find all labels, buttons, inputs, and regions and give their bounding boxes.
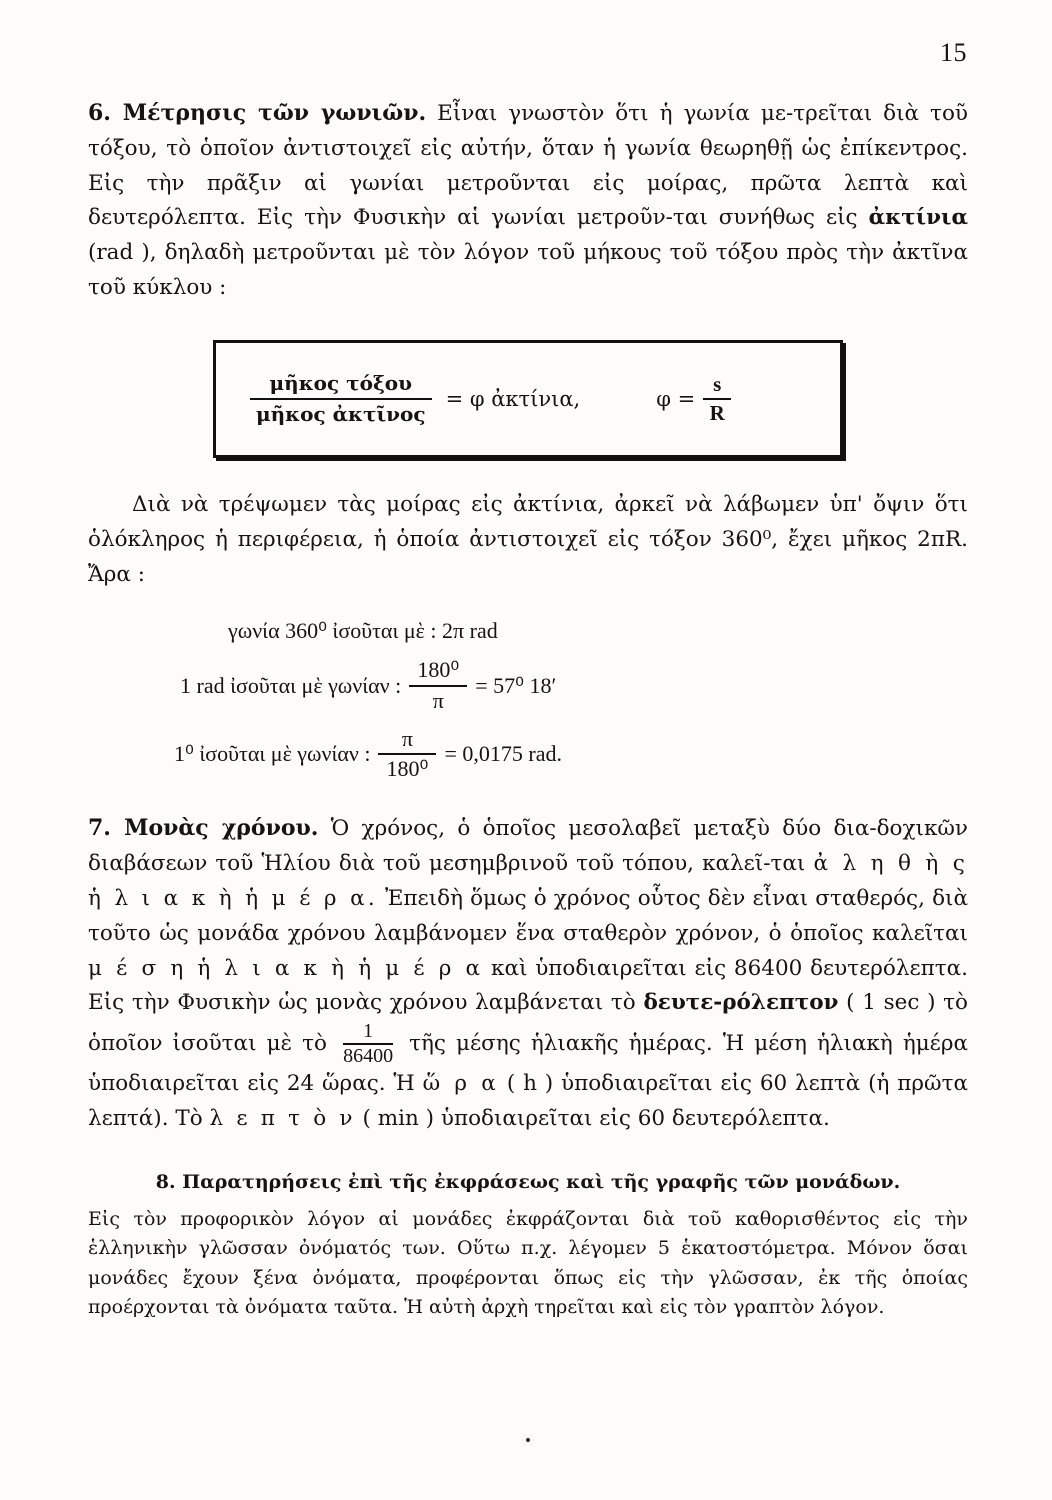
section-7-fraction-numerator: 1 <box>363 1020 374 1043</box>
section-7-paragraph <box>88 811 968 1137</box>
formula-phi-fraction-bar <box>703 398 731 400</box>
section-7-fraction-denominator: 86400 <box>343 1045 394 1068</box>
formula-phi-denominator: R <box>709 400 725 425</box>
equation-line-2-fraction <box>409 658 467 712</box>
section-7-p1: Ὁ χρόνος, ὁ ὁποῖος μεσολαβεῖ μεταξὺ δύο δια-δοχικῶν διαβάσεων τοῦ Ἡλίου διὰ τοῦ μεσημβρινοῦ τοῦ τόπου, καλεῖ-ται <box>88 816 968 877</box>
equation-line-2-fraction-bar <box>409 685 467 687</box>
equation-line-3-pre: 1⁰ ἰσοῦται μὲ γωνίαν : <box>174 741 371 767</box>
page-number: 15 <box>940 38 967 67</box>
equation-line-2-pre: 1 rad ἰσοῦται μὲ γωνίαν : <box>180 672 402 698</box>
section-8-heading: 8. Παρατηρήσεις ἐπὶ τῆς ἐκφράσεως καὶ τῆς γραφῆς τῶν μονάδων. <box>155 1170 901 1193</box>
paragraph-conversion: Διὰ νὰ τρέψωμεν τὰς μοίρας εἰς ἀκτίνια, ἀρκεῖ νὰ λάβωμεν ὑπ' ὄψιν ὅτι ὁλόκληρος ἡ περιφέρεια, ἡ ὁποία ἀντιστοιχεῖ εἰς τόξον 360⁰, ἔχει μῆκος 2πR. Ἄρα : <box>88 491 968 587</box>
section-7-p3: καὶ ὑποδιαιρεῖται εἰς 86400 δευτερόλεπτα. Εἰς τὴν Φυσικὴν ὡς μονὰς χρόνου λαμβάνεται τὸ <box>88 955 968 1016</box>
formula-box-wrapper <box>88 340 968 458</box>
section-6-body-before: Εἶναι γνωστὸν ὅτι ἡ γωνία με-τρεῖται διὰ τοῦ τόξου, τὸ ὁποῖον ἀντιστοιχεῖ εἰς αὐτήν, ὅταν ἡ γωνία θεωρηθῇ ὡς ἐπίκεντρος. Εἰς τὴν πρᾶξιν αἱ γωνίαι μετροῦνται εἰς μοίρας, πρῶτα λεπτὰ καὶ δευτερόλεπτα. Εἰς τὴν Φυσικὴν αἱ γωνίαι μετροῦν-ται συνήθως εἰς <box>88 101 968 231</box>
equation-line-2-numerator: 180⁰ <box>417 657 460 683</box>
formula-phi-fraction <box>703 373 731 425</box>
equation-line-3-post: = 0,0175 rad. <box>444 741 562 767</box>
equation-line-3-fraction <box>378 727 436 781</box>
section-6-paragraph <box>88 96 968 306</box>
equation-line-1 <box>88 618 968 644</box>
page-content <box>88 96 968 1323</box>
equation-block <box>88 618 968 781</box>
section-7-spaced-1: ἀ λ η θ ὴ ς ἡ λ ι α κ ὴ ἡ μ έ ρ α. <box>88 851 969 911</box>
section-7-p2: Ἐπειδὴ ὅμως ὁ χρόνος οὗτος δὲν εἶναι σταθερός, διὰ τοῦτο ὡς μονάδα χρόνου λαμβάνομεν ἕνα σταθερὸν χρόνον, ὁ ὁποῖος καλεῖται <box>88 885 968 946</box>
section-7-p7: ( min ) ὑποδιαιρεῖται εἰς 60 δευτερόλεπτα. <box>355 1106 830 1131</box>
section-7-spaced-2: μ έ σ η ἡ λ ι α κ ὴ ἡ μ έ ρ α <box>88 955 484 981</box>
section-8-body: Εἰς τὸν προφορικὸν λόγον αἱ μονάδες ἐκφράζονται διὰ τοῦ καθορισθέντος εἰς τὴν ἑλληνικὴν γλῶσσαν ὀνόματός των. Οὕτω π.χ. λέγομεν 5 ἑκατοστόμετρα. Μόνον ὅσαι μονάδες ἔχουν ξένα ὀνόματα, προφέρονται ὅπως εἰς τὴν γλῶσσαν, ἐκ τῆς ὁποίας προέρχονται τὰ ὀνόματα ταῦτα. Ἡ αὐτὴ ἀρχὴ τηρεῖται καὶ εἰς τὸν γραπτὸν λόγον. <box>88 1207 968 1319</box>
section-6-heading: 6. Μέτρησις τῶν γωνιῶν. <box>88 100 427 126</box>
formula-box <box>213 340 843 458</box>
equation-line-2 <box>88 658 968 712</box>
formula-numerator: μῆκος τόξου <box>269 370 413 395</box>
formula-denominator: μῆκος ἀκτῖνος <box>256 401 426 426</box>
equation-line-3-numerator: π <box>401 725 414 751</box>
section-7-bold-1: δευτε-ρόλεπτον <box>643 990 839 1016</box>
section-6-bold-term: ἀκτίνια <box>868 205 968 231</box>
formula-equals-text: = φ ἀκτίνια, <box>445 386 581 411</box>
equation-line-1-text: γωνία 360⁰ ἰσοῦται μὲ : 2π rad <box>228 618 498 644</box>
section-7-p5: τῆς μέσης ἡλιακῆς ἡμέρας. Ἡ μέση ἡλιακὴ ἡμέρα ὑποδιαιρεῖται εἰς 24 ὥρας. Ἡ <box>88 1031 968 1097</box>
equation-line-2-post: = 57⁰ 18′ <box>475 672 557 698</box>
section-7-heading: 7. Μονὰς χρόνου. <box>88 815 319 842</box>
formula-phi-label: φ = <box>656 386 696 411</box>
equation-line-3 <box>88 727 968 781</box>
section-7-fraction <box>343 1021 393 1067</box>
equation-line-2-denominator: π <box>432 687 444 713</box>
section-7-p6: ( h ) ὑποδιαιρεῖται εἰς 60 λεπτὰ (ἡ πρῶτα λεπτά). Τὸ <box>88 1071 968 1131</box>
formula-fraction <box>250 372 432 426</box>
equation-line-3-denominator: 180⁰ <box>386 756 429 782</box>
section-7-spaced-3: ὥ ρ α <box>422 1071 499 1097</box>
section-7-spaced-4: λ ε π τ ὸ ν <box>209 1106 356 1131</box>
page-footer-mark <box>526 1438 530 1442</box>
equation-line-3-fraction-bar <box>378 753 436 755</box>
formula-fraction-bar <box>250 398 432 400</box>
section-7-p4: ( 1 sec ) τὸ ὁποῖον ἰσοῦται μὲ τὸ <box>88 990 968 1057</box>
section-6-body-after: (rad ), δηλαδὴ μετροῦνται μὲ τὸν λόγον τοῦ μήκους τοῦ τόξου πρὸς τὴν ἀκτῖνα τοῦ κύκλου : <box>88 240 968 301</box>
formula-phi-numerator: s <box>713 371 722 396</box>
formula-phi-equation <box>656 373 739 425</box>
